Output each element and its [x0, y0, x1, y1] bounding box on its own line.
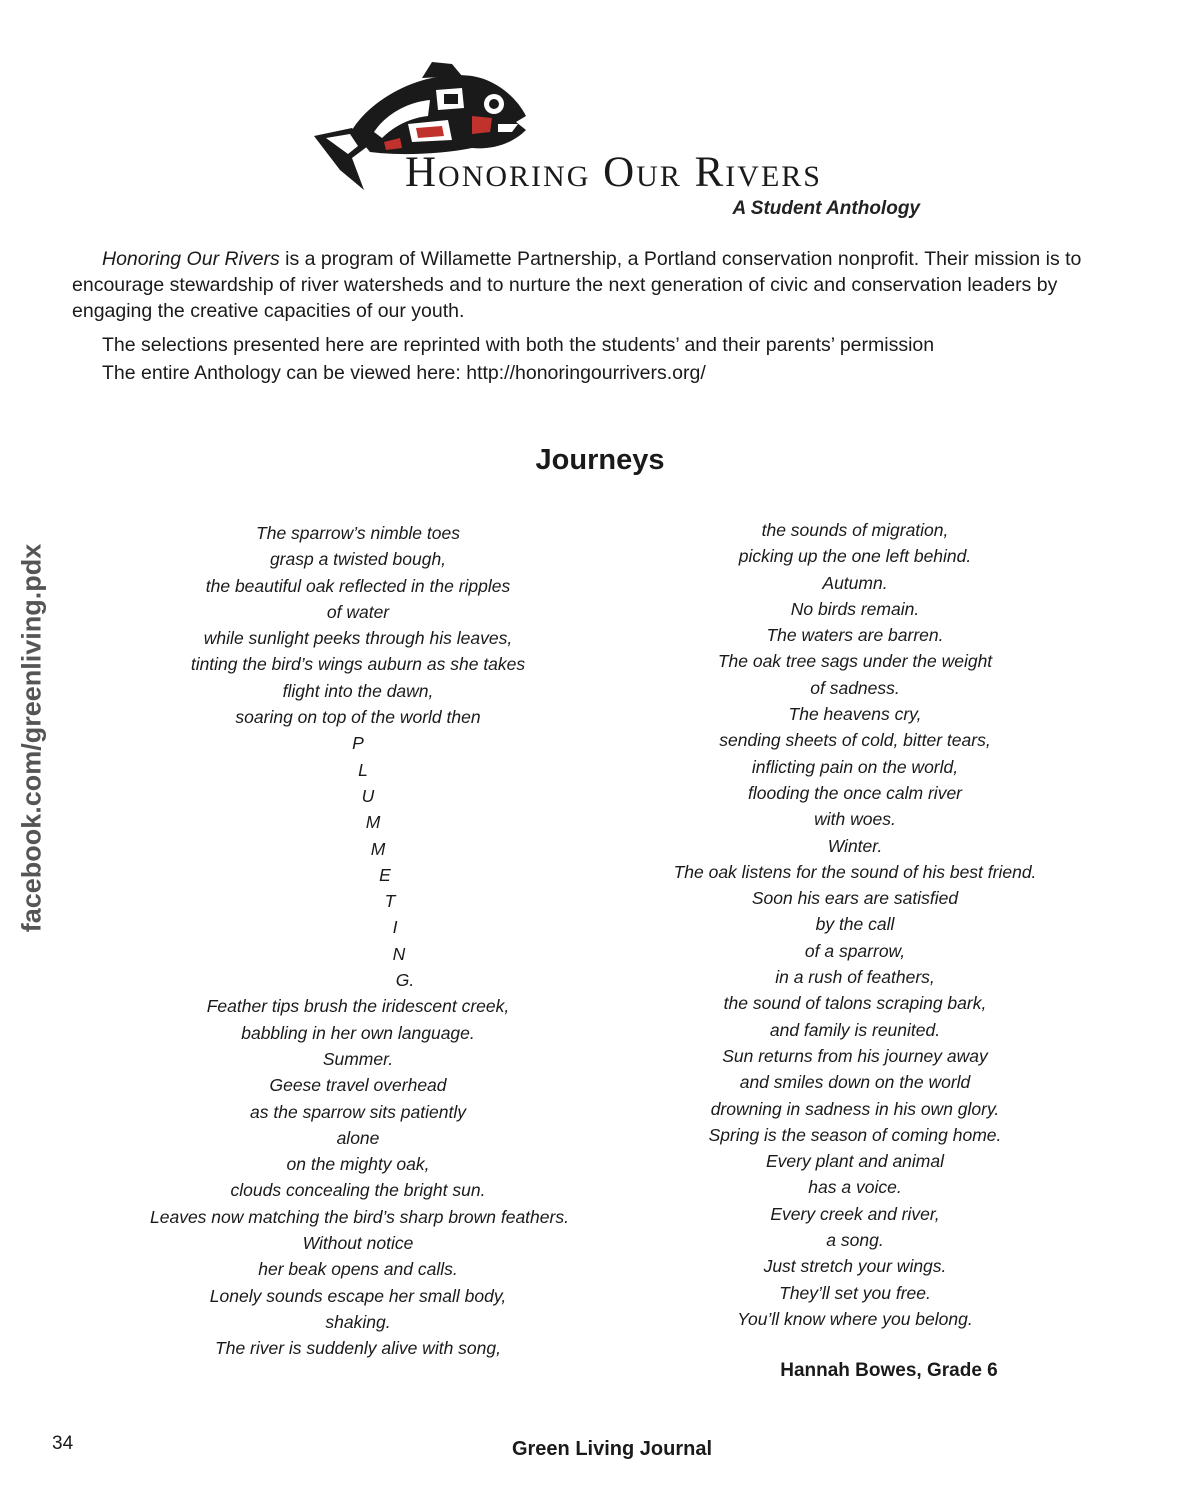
- journal-name: Green Living Journal: [511, 1438, 713, 1460]
- poem-line: a song.: [826, 1230, 884, 1251]
- intro-paragraph-text: is a program of Willamette Partnership, a Portland conservation nonprofit. Their mission is to encourage stewardship of river watersheds and to nurture the next generation of civic and conservation leaders by engaging the creative capacities of our youth.: [72, 248, 1082, 322]
- poem-line: and family is reunited.: [769, 1019, 941, 1040]
- poem-title: Journeys: [535, 444, 665, 476]
- poem-line: Just stretch your wings.: [763, 1256, 947, 1277]
- poem-line: inflicting pain on the world,: [751, 756, 959, 777]
- poem-line: I: [392, 917, 398, 938]
- poem-line: of a sparrow,: [804, 940, 906, 961]
- poem-line: Geese travel overhead: [269, 1075, 447, 1096]
- poem-line: M: [365, 812, 381, 833]
- poem-line: of water: [326, 601, 390, 622]
- poem-line: P: [352, 733, 364, 754]
- intro-program-name: Honoring Our Rivers: [102, 248, 280, 270]
- poem-line: by the call: [815, 914, 895, 935]
- intro-paragraph: [72, 246, 1132, 324]
- poem-line: The sparrow’s nimble toes: [256, 523, 460, 543]
- intro-section: [72, 246, 1132, 386]
- poem-line: with woes.: [814, 809, 896, 830]
- poem-line: the beautiful oak reflected in the ripples: [205, 575, 511, 596]
- poem-line: T: [384, 891, 396, 912]
- poem-line: and smiles down on the world: [739, 1072, 971, 1093]
- poem-line: the sounds of migration,: [761, 520, 949, 540]
- poem-line: Every creek and river,: [770, 1203, 940, 1224]
- poem-line: soaring on top of the world then: [235, 707, 481, 728]
- poem-line: You’ll know where you belong.: [737, 1308, 973, 1329]
- poem-line: shaking.: [325, 1311, 391, 1332]
- page-number: 34: [52, 1433, 74, 1454]
- poem-line: alone: [336, 1127, 380, 1148]
- poem-column-left: [150, 520, 569, 1362]
- poem-line: N: [392, 943, 406, 964]
- poem-line: Leaves now matching the bird’s sharp brown feathers.: [150, 1206, 569, 1227]
- poem-line: No birds remain.: [790, 598, 920, 619]
- poem-line: U: [361, 785, 375, 806]
- poem-line: has a voice.: [808, 1177, 902, 1198]
- poem-line: Sun returns from his journey away: [722, 1045, 988, 1066]
- poem-line: drowning in sadness in his own glory.: [710, 1098, 1000, 1119]
- poem-line: tinting the bird’s wings auburn as she takes: [190, 654, 526, 675]
- poem-line: of sadness.: [810, 677, 900, 698]
- poem-line: flight into the dawn,: [282, 680, 434, 701]
- poem-line: The river is suddenly alive with song,: [215, 1338, 501, 1359]
- poem-line: L: [358, 759, 368, 780]
- poem-line: the sound of talons scraping bark,: [723, 993, 987, 1014]
- permission-note: The selections presented here are reprinted with both the students’ and their parents’ permission: [102, 334, 935, 356]
- poem-line: The oak tree sags under the weight: [717, 651, 993, 672]
- poem-line: her beak opens and calls.: [258, 1259, 458, 1280]
- poem-line: The waters are barren.: [766, 625, 944, 646]
- poem-line: as the sparrow sits patiently: [250, 1101, 466, 1122]
- poem-line: babbling in her own language.: [241, 1022, 475, 1043]
- poem-line: Winter.: [827, 835, 883, 856]
- poem-line: flooding the once calm river: [748, 782, 962, 803]
- brand-title: Honoring Our Rivers: [405, 149, 822, 196]
- poem-column-right: [655, 517, 1055, 1332]
- poem-line: clouds concealing the bright sun.: [230, 1180, 486, 1201]
- poem-line: M: [370, 838, 386, 859]
- poem-line: Without notice: [302, 1233, 414, 1254]
- poem-line: Every plant and animal: [765, 1151, 945, 1172]
- poem-line: They’ll set you free.: [779, 1282, 931, 1303]
- poem-line: in a rush of feathers,: [775, 967, 935, 988]
- poem-line: Feather tips brush the iridescent creek,: [206, 996, 510, 1017]
- poem-line: Autumn.: [822, 572, 888, 593]
- poem-line: Lonely sounds escape her small body,: [209, 1285, 507, 1306]
- poem-line: on the mighty oak,: [286, 1154, 430, 1175]
- brand-subtitle: A Student Anthology: [732, 198, 920, 219]
- anthology-link-note: The entire Anthology can be viewed here: http://honoringourrivers.org/: [102, 362, 706, 384]
- poem-line: Soon his ears are satisfied: [751, 888, 959, 909]
- poem-line: while sunlight peeks through his leaves,: [203, 628, 513, 649]
- poem-line: grasp a twisted bough,: [269, 549, 447, 570]
- poem-line: Spring is the season of coming home.: [708, 1124, 1002, 1145]
- poem-line: Summer.: [322, 1048, 394, 1069]
- poem-author: Hannah Bowes, Grade 6: [780, 1360, 998, 1381]
- poem-line: picking up the one left behind.: [738, 546, 972, 567]
- poem-line: E: [379, 864, 391, 885]
- poem-line: sending sheets of cold, bitter tears,: [719, 730, 991, 751]
- sidebar-facebook-text: facebook.com/greenliving.pdx: [16, 543, 47, 933]
- poem-line: The heavens cry,: [788, 704, 922, 725]
- poem-line: G.: [395, 970, 415, 991]
- poem-line: The oak listens for the sound of his best friend.: [673, 861, 1037, 882]
